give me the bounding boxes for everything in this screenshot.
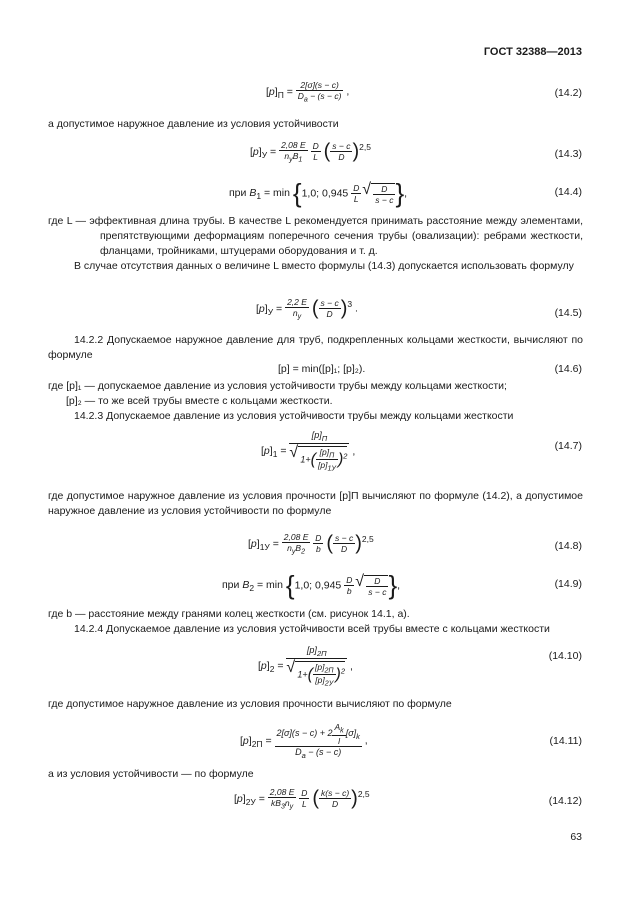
paragraph: 14.2.3 Допускаемое давление из условия устойчивости трубы между кольцами жесткости	[74, 410, 514, 422]
formula-14-7: $[p]_1$ = $[p]_П$ √ 1+( $\frac{[p]_П}{[p]_{1У}}$ )$^2$ ,	[261, 430, 355, 473]
paragraph: а допустимое наружное давление из условия устойчивости	[48, 118, 339, 130]
formula-14-9: при $B_2 = \min \{1,0$; 0,945 $\frac{D}{b}$ √ $\frac{D}{s - c}$ },	[222, 570, 400, 601]
paragraph: где допустимое наружное давление из условия прочности [p]П вычисляют по формуле (14.2), а допустимое наружное давление из условия устойчивости по формуле	[48, 490, 583, 517]
eq-number: (14.9)	[554, 578, 582, 590]
paragraph: а из условия устойчивости — по формуле	[48, 768, 254, 780]
formula-14-10: $[p]_2$ = $[p]_{2П}$ √ 1+( $\frac{[p]_{2П}}{[p]_{2У}}$ )$^2$ ,	[258, 645, 353, 688]
eq-number: (14.10)	[548, 650, 582, 662]
paragraph: где L — эффективная длина трубы. В качестве L рекомендуется принимать расстояние между элементами, препятствующими деформациям поперечного сечения трубы (овализации): ребрами жесткости, фланцами, тройниками, штуцерами оборудования и т. д.	[48, 215, 583, 257]
paragraph: где [p]₁ — допускаемое давление из условия устойчивости трубы между кольцами жесткости;	[48, 380, 507, 392]
formula-14-6: [p] = min([p]₁; [p]₂).	[278, 363, 366, 375]
paragraph: 14.2.2 Допускаемое наружное давление для труб, подкрепленных кольцами жесткости, вычисляют по формуле	[48, 334, 583, 361]
paragraph: где допустимое наружное давление из условия прочности вычисляют по формуле	[48, 698, 452, 710]
eq-number: (14.4)	[554, 186, 582, 198]
paragraph: В случае отсутствия данных о величине L вместо формулы (14.3) допускается использовать формулу	[74, 260, 574, 272]
eq-number: (14.3)	[554, 148, 582, 160]
eq-number: (14.11)	[549, 735, 582, 747]
paragraph: [p]₂ — то же всей трубы вместе с кольцами жесткости.	[66, 395, 333, 407]
formula-14-12: $[p]_{2У}$ = $\frac{2,08 E}{kB_3n_у}$ $\frac{D}{L}$ ( $\frac{k(s - c)}{D}$ )$^{2,5}$	[234, 787, 370, 811]
formula-14-8: $[p]_{1У}$ = $\frac{2,08 E}{n_уB_2}$ $\frac{D}{b}$ ( $\frac{s - c}{D}$ )$^{2,5}$	[248, 532, 374, 556]
eq-number: (14.6)	[554, 363, 582, 375]
eq-number: (14.12)	[548, 795, 582, 807]
eq-number: (14.2)	[554, 87, 582, 99]
paragraph: где b — расстояние между гранями колец жесткости (см. рисунок 14.1, а).	[48, 608, 410, 620]
paragraph: 14.2.4 Допускаемое давление из условия устойчивости всей трубы вместе с кольцами жесткости	[74, 623, 550, 635]
formula-14-4: при $B_1 = \min \{1,0$; 0,945 $\frac{D}{L}$ √ $\frac{D}{s - c}$ },	[229, 178, 407, 209]
formula-14-5: $[p]_У$ = $\frac{2,2 E}{n_у}$ ( $\frac{s - c}{D}$ )$^3$ .	[256, 297, 358, 321]
eq-number: (14.8)	[554, 540, 582, 552]
formula-14-11: $[p]_{2П}$ = 2[σ](s − c) + 2 $\frac{A_k}{l}$ $[\sigma]_k$ $D_а - (s - c)$ ,	[240, 722, 368, 760]
formula-14-2: $[p]_П$ = $\frac{2[\sigma](s - c)}{D_а - (s - c)}$ ,	[266, 80, 350, 104]
formula-14-3: $[p]_У$ = $\frac{2,08 E}{n_уB_1}$ $\frac{D}{L}$ ( $\frac{s - c}{D}$ )$^{2,5}$	[250, 140, 371, 164]
eq-number: (14.7)	[554, 440, 582, 452]
document-header: ГОСТ 32388—2013	[483, 46, 582, 58]
eq-number: (14.5)	[554, 307, 582, 319]
page-number: 63	[570, 831, 582, 843]
